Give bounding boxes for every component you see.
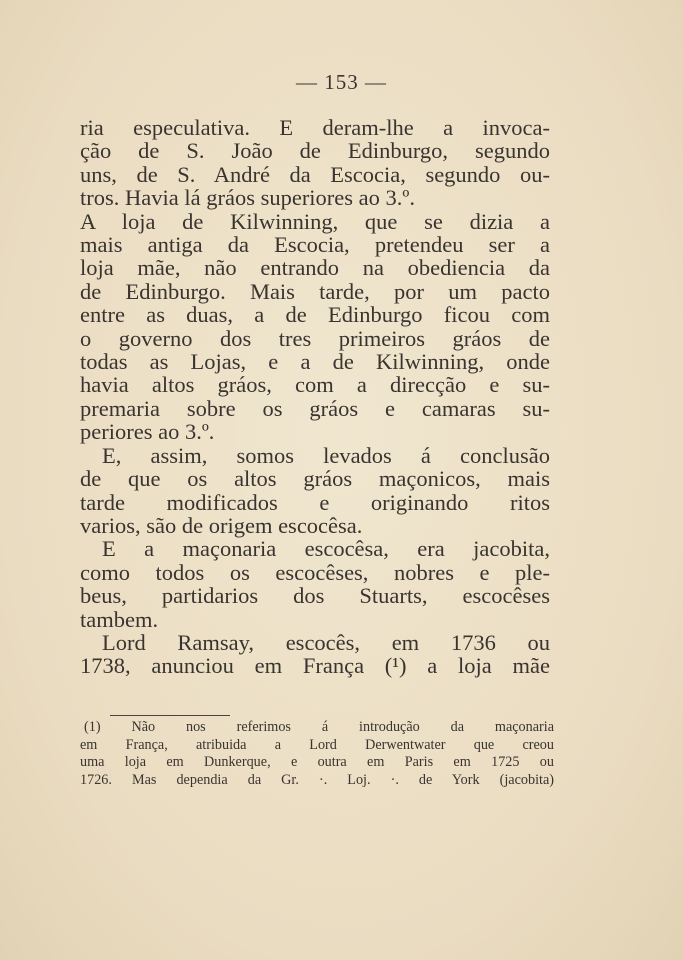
body-line: de Edinburgo. Mais tarde, por um pacto	[80, 278, 550, 304]
page-number: — 153 —	[296, 70, 387, 94]
body-text	[80, 116, 550, 678]
body-line: tarde modificados e originando ritos	[80, 489, 550, 515]
footnote-line: 1726. Mas dependia da Gr. ·. Loj. ·. de York (jacobita)	[80, 771, 554, 788]
footnote-line: em França, atribuida a Lord Derwentwater que creou	[80, 736, 554, 753]
body-line: loja mãe, não entrando na obediencia da	[80, 255, 550, 281]
footnote-divider	[110, 715, 230, 716]
body-line: E a maçonaria escocêsa, era jacobita,	[102, 536, 550, 562]
body-line: 1738, anunciou em França (¹) a loja mãe	[80, 653, 550, 679]
body-line: havia altos gráos, com a direcção e su-	[80, 372, 550, 398]
body-line: A loja de Kilwinning, que se dizia a	[80, 208, 550, 234]
body-line: Lord Ramsay, escocês, em 1736 ou	[102, 629, 550, 655]
body-line: de que os altos gráos maçonicos, mais	[80, 466, 550, 492]
body-line: como todos os escocêses, nobres e ple-	[80, 559, 550, 585]
footnote	[80, 719, 554, 789]
body-line: todas as Lojas, e a de Kilwinning, onde	[80, 349, 550, 375]
body-line: ção de S. João de Edinburgo, segundo	[80, 138, 550, 164]
body-line: mais antiga da Escocia, pretendeu ser a	[80, 232, 550, 258]
body-line: tros. Havia lá gráos superiores ao 3.º.	[80, 185, 416, 211]
body-line: tambem.	[80, 606, 159, 632]
body-line: periores ao 3.º.	[80, 419, 215, 445]
body-line: varios, são de origem escocêsa.	[80, 512, 363, 538]
body-line: o governo dos tres primeiros gráos de	[80, 325, 550, 351]
body-line: beus, partidarios dos Stuarts, escocêses	[80, 583, 550, 609]
body-line: uns, de S. André da Escocia, segundo ou-	[80, 161, 550, 187]
body-line: entre as duas, a de Edinburgo ficou com	[80, 302, 550, 328]
body-line: ria especulativa. E deram-lhe a invoca-	[80, 115, 550, 140]
footnote-line: (1) Não nos referimos á introdução da maçonaria	[84, 719, 554, 735]
body-line: E, assim, somos levados á conclusão	[102, 442, 550, 468]
footnote-line: uma loja em Dunkerque, e outra em Paris em 1725 ou	[80, 754, 554, 770]
body-line: premaria sobre os gráos e camaras su-	[80, 395, 550, 421]
